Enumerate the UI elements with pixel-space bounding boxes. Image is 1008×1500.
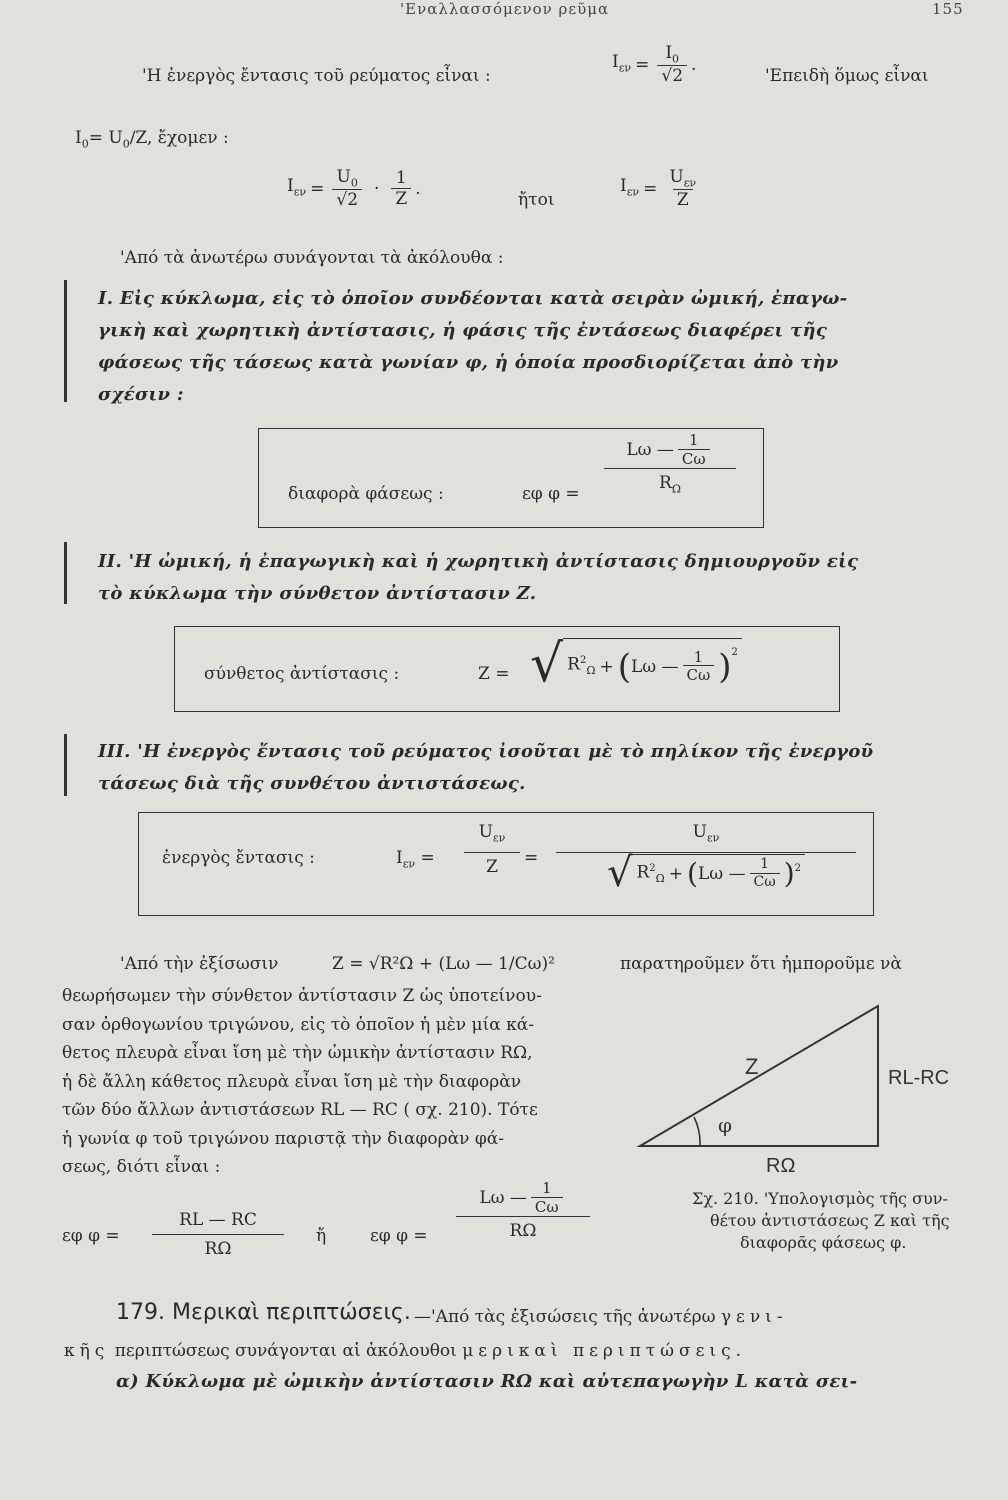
ien-fraction	[657, 44, 687, 87]
section-heading	[116, 1300, 411, 1325]
box3-z: Z	[464, 852, 520, 881]
htoi-word: ἤτοι	[518, 190, 555, 210]
box3-plus: +	[668, 863, 684, 884]
point-2	[98, 546, 958, 610]
i0-sub: 0	[672, 52, 680, 66]
angle-arc	[694, 1117, 700, 1146]
bottom-den2: RΩ	[456, 1216, 590, 1245]
bottom-den1: RΩ	[152, 1234, 284, 1263]
margin-bar-3	[64, 734, 67, 796]
box2-sqrt: √ $R^2_\Omega$ + ( Lω — $\frac{1}{C\omega}$ ) $^2$	[530, 634, 742, 694]
point-3	[98, 736, 968, 800]
ien-equation: $I_{\varepsilon\nu}$ = $\frac{I_0}{√2}$ .	[612, 43, 697, 87]
consequences-intro: 'Από τὰ ἀνωτέρω συνάγονται τὰ ἀκόλουθα :	[120, 248, 504, 268]
section-l2-c: μερικαὶ περιπτώσεις.	[462, 1341, 747, 1361]
u0-numerator: U	[336, 167, 351, 187]
ien-u0-equation: $I_{\varepsilon\nu}$ = $\frac{U_0}{√2}$ · $\frac{1}{Z}$ .	[287, 167, 421, 211]
section-line-3: α) Κύκλωμα μὲ ὠμικὴν ἀντίστασιν RΩ καὶ αὐτεπαγωγὴν L κατὰ σει-	[116, 1371, 858, 1392]
body-line-6: τῶν δύο ἄλλων ἀντιστάσεων RL — RC ( σχ. 210). Τότε	[62, 1100, 538, 1120]
bottom-eq-lhs2: εφ φ =	[370, 1226, 428, 1246]
uen-numerator: U	[669, 167, 684, 187]
box3-exp: 2	[794, 862, 801, 874]
body-line-5: ἡ δὲ ἄλλη κάθετος πλευρὰ εἶναι ἴση μὲ τὴν διαφορὰν	[62, 1071, 522, 1092]
box2-r: R	[567, 655, 580, 676]
sqrt2: √2	[657, 65, 687, 86]
point-2-line-1: II. 'Η ὠμική, ἡ ἐπαγωγικὴ καὶ ἡ χωρητικὴ ἀντίστασις δημιουργοῦν εἰς	[98, 551, 859, 572]
caption-line-2: θέτου ἀντιστάσεως Z καὶ τῆς	[710, 1211, 950, 1230]
box3-frac2: $U_{\varepsilon\nu}$ √ $R^2_\Omega$ + ( Lω — $\frac{1}{C\omega}$ ) $^2$	[556, 818, 856, 893]
section-l2-a: κῆς	[64, 1341, 110, 1361]
bottom-eq-frac2	[456, 1180, 590, 1245]
box2-label: σύνθετος ἀντίστασις :	[204, 664, 400, 684]
point-2-line-2: τὸ κύκλωμα τὴν σύνθετον ἀντίστασιν Z.	[98, 583, 537, 604]
body-line-1-a: 'Από τὴν ἐξίσωσιν	[120, 954, 279, 974]
box3-one: 1	[760, 856, 770, 873]
figure-caption	[692, 1188, 952, 1254]
box3-omega: Ω	[655, 871, 665, 885]
one-numerator: 1	[395, 168, 407, 189]
point-1	[98, 283, 958, 411]
box3-eq: =	[420, 848, 435, 868]
bottom-cw: Cω	[531, 1197, 563, 1216]
section-general: γενι-	[720, 1307, 788, 1327]
label-rl-rc: RL-RC	[888, 1067, 950, 1089]
box2-exp: 2	[731, 647, 738, 658]
box1-label: διαφορὰ φάσεως :	[288, 484, 444, 504]
box3-r: R	[636, 862, 650, 883]
bottom-eq-lhs1: εφ φ =	[62, 1226, 120, 1246]
box3-frac1	[464, 818, 520, 881]
caption-line-1: Σχ. 210. 'Υπολογισμὸς τῆς συν-	[692, 1189, 948, 1208]
label-r-omega: RΩ	[766, 1155, 796, 1177]
triangle-diagram	[630, 1000, 960, 1180]
box1-one: 1	[689, 431, 699, 449]
box3-isub: εν	[402, 857, 416, 871]
box3-label: ἐνεργὸς ἔντασις :	[162, 848, 315, 868]
body-line-2: θεωρήσωμεν τὴν σύνθετον ἀντίστασιν Z ὡς ὑποτείνου-	[62, 986, 542, 1006]
ien-sub: εν	[618, 61, 632, 75]
i0-symbol: I	[665, 43, 673, 63]
box3-usub: εν	[492, 831, 506, 845]
box1-lw: Lω —	[626, 439, 674, 460]
box2-cw: Cω	[683, 665, 715, 684]
point-1-line-4: σχέσιν :	[98, 384, 184, 405]
book-page: 'Εναλλασσόμενον ρεῦμα 155 'Η ἐνεργὸς ἔντασις τοῦ ρεύματος εἶναι : $I_{\varepsilon\nu}$ = $\frac{I_0}{√2}$ . 'Επειδὴ ὅμως εἶναι $I_0= U_0/Z$, ἔχομεν : $I_{\varepsilon\nu}$ = $\frac{U_0}{√2}$ · $\frac{1}{Z}$ . ἤτοι $I_{\varepsilon\nu}$ = $\frac{U_{\varepsilon\nu}}{Z}$ 'Από τὰ ἀνωτέρω συνάγονται τὰ ἀκόλουθα : I. Εἰς κύκλωμα, εἰς τὸ ὁποῖον συνδέονται κατὰ σειρὰν ὠμική, ἐπαγω- γικὴ καὶ χωρητικὴ ἀντίστασις, ἡ φάσις τῆς ἐντάσεως διαφέρει τῆς φάσεως τῆς τάσεως κατὰ γωνίαν φ, ἡ ὁποία προσδιορίζεται ἀπὸ τὴν σχέσιν : διαφορὰ φάσεως : εφ φ = Lω — $\frac{1}{C\omega}$ $R_\Omega$ II. 'Η ὠμική, ἡ ἐπαγωγικὴ καὶ ἡ χωρητικὴ ἀντίστασις δημιουργοῦν εἰς τὸ κύκλωμα τὴν σύνθετον ἀντίστασιν Z. σύνθετος ἀντίστασις : Z = √ $R^2_\Omega$ + ( Lω — $\frac{1}{C\omega}$ ) $^2$ III. 'Η ἐνεργὸς ἔντασις τοῦ ρεύματος ἰσοῦται μὲ τὸ πηλίκον τῆς ἐνεργοῦ τάσεως διὰ τῆς συνθέτου ἀντιστάσεως. ἐνεργὸς ἔντασις : $I_{\varepsilon\nu}$ = $U_{\varepsilon\nu}$ Z = $U_{\varepsilon\nu}$ √ $R^2_\Omega$ + ( Lω — $\frac{1}{C\omega}$ ) $^2$ 'Από τὴν ἐξίσωσιν Z = √R²Ω + (Lω — 1/Cω)² παρατηροῦμεν ὅτι ἠμποροῦμε νὰ θεωρήσωμεν τὴν σύνθετον ἀντίστασιν Z ὡς ὑποτείνου- σαν ὀρθογωνίου τριγώνου, εἰς τὸ ὁποῖον ἡ μὲν μία κά- θετος πλευρὰ εἶναι ἴση μὲ τὴν ὠμικὴν ἀντίστασιν RΩ, ἡ δὲ ἄλλη κάθετος πλευρὰ εἶναι ἴση μὲ τὴν διαφορὰν τῶν δύο ἄλλων ἀντιστάσεων RL — RC ( σχ. 210). Τότε ἡ γωνία φ τοῦ τριγώνου παριστᾷ τὴν διαφορὰν φά- σεως, διότι εἶναι : Z φ RL-RC RΩ Σχ. 210. 'Υπολογισμὸς τῆς συν- θέτου ἀντιστάσεως Z καὶ τῆς διαφορᾶς φάσεως φ. εφ φ = RL — RC RΩ ἤ εφ φ = Lω — $\frac{1}{C\omega}$ RΩ 179. Μερικαὶ περιπτώσεις. —'Από τὰς ἐξισώσεις τῆς ἀνωτέρω γενι- κῆς περιπτώσεως συνάγονται αἱ ἀκόλουθοι μερικαὶ περιπτώσεις. α) Κύκλωμα μὲ ὠμικὴν ἀντίστασιν RΩ καὶ αὐτεπαγωγὴν L κατὰ σει-	[0, 0, 1008, 1500]
box3-cw: Cω	[750, 873, 780, 891]
box3-i: I	[396, 848, 403, 868]
intro-line-1-a: 'Η ἐνεργὸς ἔντασις τοῦ ρεύματος εἶναι :	[142, 66, 491, 86]
intro-line-2: $I_0= U_0/Z$, ἔχομεν :	[75, 128, 229, 151]
box3-sq: 2	[649, 862, 656, 874]
u0-line2: = U	[88, 128, 123, 148]
label-phi: φ	[718, 1113, 733, 1137]
body-line-4: θετος πλευρὰ εἶναι ἴση μὲ τὴν ὠμικὴν ἀντίστασιν RΩ,	[62, 1043, 533, 1063]
section-dash-text: —'Από τὰς ἐξισώσεις τῆς ἀνωτέρω	[414, 1307, 716, 1327]
box1-cw: Cω	[678, 449, 710, 468]
box2-one: 1	[693, 647, 704, 666]
section-l2-b: περιπτώσεως συνάγονται αἱ ἀκόλουθοι	[114, 1341, 457, 1361]
z-denominator: Z	[391, 188, 411, 209]
bottom-one: 1	[542, 1179, 552, 1197]
page-number: 155	[932, 0, 964, 18]
label-z: Z	[745, 1054, 759, 1079]
box2-lhs: Z =	[478, 664, 510, 684]
section-line-2	[64, 1337, 746, 1365]
triangle-shape	[640, 1006, 878, 1146]
point-1-line-3: φάσεως τῆς τάσεως κατὰ γωνίαν φ, ἡ ὁποία προσδιορίζεται ἀπὸ τὴν	[98, 352, 839, 373]
box2-lw: Lω —	[630, 656, 679, 677]
box3-lhs	[396, 844, 435, 878]
box1-lhs: εφ φ =	[522, 484, 580, 504]
body-line-1-eq: Z = √R²Ω + (Lω — 1/Cω)²	[332, 954, 555, 974]
box2-plus: +	[599, 656, 614, 677]
body-paragraph	[62, 982, 622, 1182]
point-3-line-2: τάσεως διὰ τῆς συνθέτου ἀντιστάσεως.	[98, 773, 526, 794]
caption-line-3: διαφορᾶς φάσεως φ.	[740, 1233, 907, 1252]
body-line-8: σεως, διότι εἶναι :	[62, 1157, 221, 1177]
box3-u: U	[478, 822, 493, 842]
point-3-line-1: III. 'Η ἐνεργὸς ἔντασις τοῦ ρεύματος ἰσοῦται μὲ τὸ πηλίκον τῆς ἐνεργοῦ	[98, 741, 874, 762]
ien-symbol: I	[612, 52, 619, 73]
body-line-3: σαν ὀρθογωνίου τριγώνου, εἰς τὸ ὁποῖον ἡ μὲν μία κά-	[62, 1014, 534, 1035]
intro-line-1-b: 'Επειδὴ ὅμως εἶναι	[765, 66, 929, 86]
margin-bar-2	[64, 542, 67, 604]
body-line-1-b: παρατηροῦμεν ὅτι ἠμποροῦμε νὰ	[620, 954, 902, 974]
point-1-line-2: γικὴ καὶ χωρητικὴ ἀντίστασις, ἡ φάσις τῆς ἐντάσεως διαφέρει τῆς	[98, 320, 828, 341]
section-title: Μερικαὶ περιπτώσεις.	[171, 1300, 411, 1325]
ien-uen-equation: $I_{\varepsilon\nu}$ = $\frac{U_{\varepsilon\nu}}{Z}$	[620, 167, 697, 211]
margin-bar-1	[64, 280, 67, 402]
running-title: 'Εναλλασσόμενον ρεῦμα	[400, 0, 610, 18]
box2-sq: 2	[579, 655, 587, 667]
body-line-7: ἡ γωνία φ τοῦ τριγώνου παριστᾷ τὴν διαφορὰν φά-	[62, 1128, 504, 1149]
box3-lw: Lω —	[697, 863, 746, 884]
i0-line2: I	[75, 128, 82, 148]
bottom-eq-frac1	[152, 1206, 284, 1263]
point-1-line-1: I. Εἰς κύκλωμα, εἰς τὸ ὁποῖον συνδέονται κατὰ σειρὰν ὠμική, ἐπαγω-	[98, 288, 848, 309]
box2-omega: Ω	[586, 664, 596, 678]
box1-fraction	[604, 432, 736, 503]
box1-omega: Ω	[671, 481, 681, 495]
bottom-lw: Lω —	[479, 1187, 527, 1208]
intro-line-2-b: /Z, ἔχομεν :	[129, 128, 229, 148]
section-line-1	[414, 1303, 788, 1331]
bottom-num1: RL — RC	[179, 1210, 257, 1230]
bottom-or: ἤ	[316, 1226, 327, 1246]
box1-r: R	[659, 472, 672, 493]
section-number: 179.	[116, 1300, 165, 1325]
